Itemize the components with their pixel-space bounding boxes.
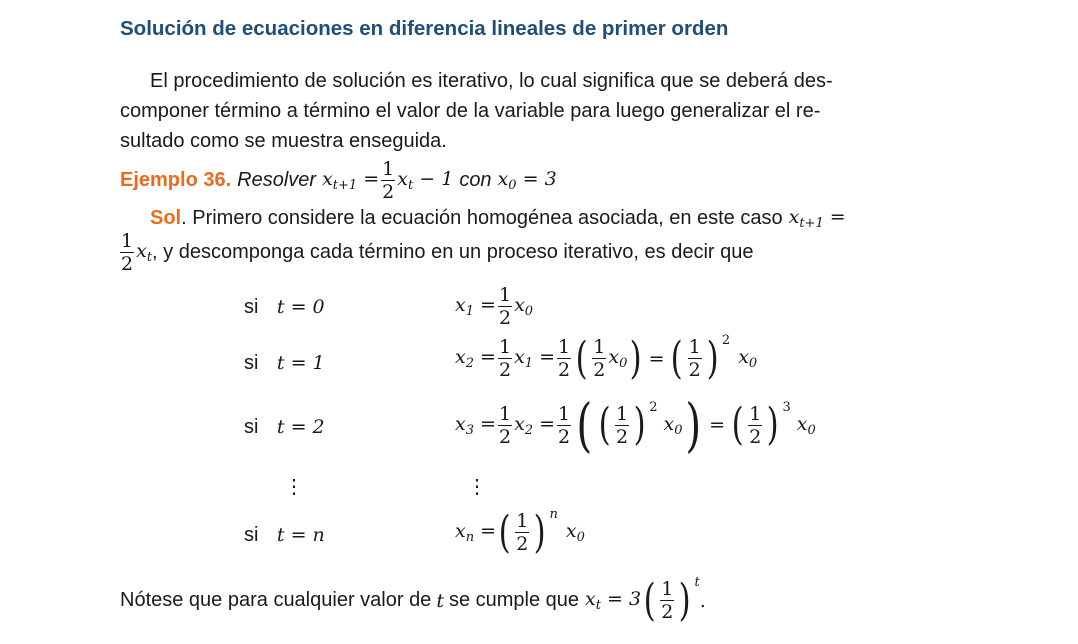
example-label: Ejemplo 36.	[120, 169, 232, 191]
fraction-half: $\frac{1}{2}$	[382, 158, 395, 203]
iteration-formula-2: $x_3$ = $\frac{1}{2}$ $x_2$ = $\frac{1}{2}$ ( ( $\frac{1}{2}$ ) 2 $x_0$ ) = ( $\frac{1}{2}$ ) 3 $x_0$	[455, 391, 816, 459]
fraction-half: $\frac{1}{2}$	[121, 230, 134, 275]
iteration-formula-n: $x_n$ = ( $\frac{1}{2}$ ) n $x_0$	[455, 506, 585, 558]
solution-line-1	[150, 206, 846, 231]
example-equation: $x_{t+1}$ =	[322, 168, 380, 193]
solution-text-2: , y descomponga cada término en un proceso iterativo, es decir que	[152, 241, 754, 263]
paragraph-line-3: sultado como se muestra enseguida.	[120, 130, 447, 152]
solution-label: Sol	[150, 207, 182, 229]
section-heading: Solución de ecuaciones en diferencia lineales de primer orden	[120, 17, 729, 40]
solution-text-1: . Primero considere la ecuación homogénea asociada, en este caso	[181, 207, 783, 229]
iteration-row-1	[244, 352, 325, 375]
si-label: si	[244, 416, 259, 438]
conclusion-text-b: se cumple que	[448, 589, 580, 611]
example-connector: con	[459, 169, 492, 191]
si-label: si	[244, 524, 259, 546]
example-equation-rhs: $x_t - 1$	[397, 168, 454, 193]
general-solution: $x_t = 3$	[585, 588, 642, 613]
paragraph-line-2: componer término a término el valor de la variable para luego generalizar el re-	[120, 100, 821, 122]
t-value: t = 2	[276, 416, 325, 438]
solution-line-2	[118, 230, 754, 275]
conclusion-text-a: Nótese que para cualquier valor de	[120, 589, 432, 611]
initial-condition: $x_0 = 3$	[497, 168, 557, 193]
example-text: Resolver	[237, 169, 317, 191]
example-statement	[120, 158, 557, 203]
vertical-ellipsis: ⋮	[284, 474, 304, 498]
iteration-row-0	[244, 296, 325, 319]
si-label: si	[244, 296, 259, 318]
vertical-ellipsis: ⋮	[467, 474, 487, 498]
t-value: t = 0	[276, 296, 325, 318]
iteration-row-n	[244, 524, 325, 547]
t-value: t = n	[276, 524, 325, 546]
iteration-formula-0: $x_1$ = $\frac{1}{2}$ $x_0$	[455, 284, 534, 329]
homogeneous-rhs: $x_t$	[136, 240, 153, 265]
paragraph-line-1: El procedimiento de solución es iterativo, lo cual significa que se deberá des-	[150, 70, 833, 92]
iteration-row-2	[244, 416, 325, 439]
homogeneous-lhs: $x_{t+1}$ =	[788, 206, 846, 231]
conclusion: Nótese que para cualquier valor de t se cumple que $x_t = 3$ ( $\frac{1}{2}$ ) t .	[120, 574, 706, 626]
conclusion-var: t	[436, 589, 444, 612]
si-label: si	[244, 352, 259, 374]
iteration-formula-1: $x_2$ = $\frac{1}{2}$ $x_1$ = $\frac{1}{2}$ ( $\frac{1}{2}$ $x_0$ ) = ( $\frac{1}{2}$ ) 2 $x_0$	[455, 332, 758, 384]
t-value: t = 1	[276, 352, 325, 374]
